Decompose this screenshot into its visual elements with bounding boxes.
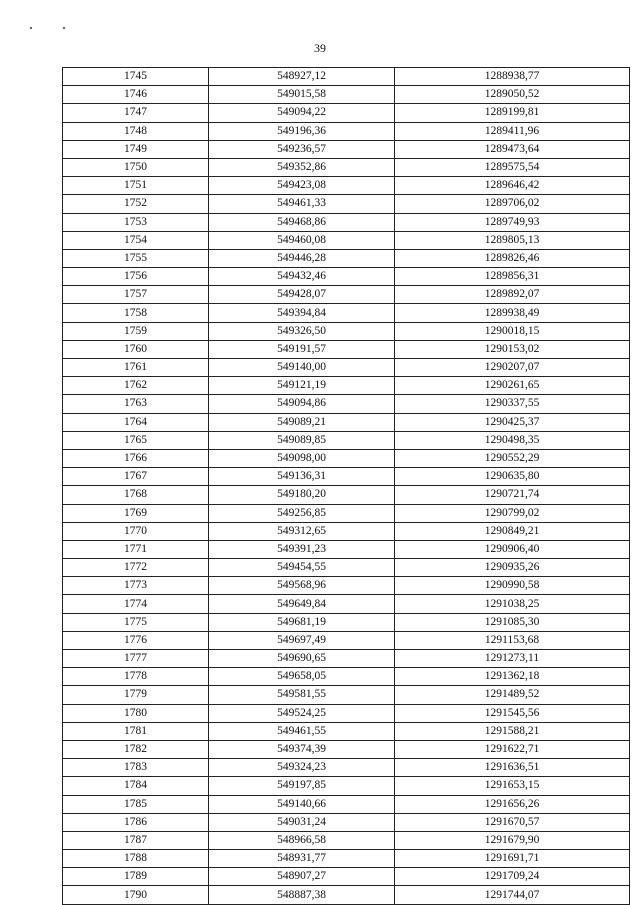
y-coordinate-cell: 1291679,90: [395, 831, 630, 849]
point-number-cell: 1777: [63, 650, 209, 668]
table-row: [63, 68, 630, 86]
point-number-cell: 1785: [63, 795, 209, 813]
x-coordinate-cell: 549352,86: [209, 158, 395, 176]
y-coordinate-cell: 1291653,15: [395, 777, 630, 795]
y-coordinate-cell: 1291636,51: [395, 759, 630, 777]
x-coordinate-cell: 548927,12: [209, 68, 395, 86]
y-coordinate-cell: 1289646,42: [395, 177, 630, 195]
x-coordinate-cell: 549256,85: [209, 504, 395, 522]
x-coordinate-cell: 549236,57: [209, 140, 395, 158]
x-coordinate-cell: 549681,19: [209, 613, 395, 631]
y-coordinate-cell: 1290018,15: [395, 322, 630, 340]
x-coordinate-cell: 549140,00: [209, 359, 395, 377]
y-coordinate-cell: 1291153,68: [395, 631, 630, 649]
table-row: [63, 468, 630, 486]
point-number-cell: 1749: [63, 140, 209, 158]
table-row: [63, 631, 630, 649]
y-coordinate-cell: 1289473,64: [395, 140, 630, 158]
point-number-cell: 1790: [63, 886, 209, 904]
table-row: [63, 304, 630, 322]
point-number-cell: 1782: [63, 740, 209, 758]
table-row: [63, 413, 630, 431]
x-coordinate-cell: 549094,22: [209, 104, 395, 122]
y-coordinate-cell: 1289706,02: [395, 195, 630, 213]
x-coordinate-cell: 549094,86: [209, 395, 395, 413]
point-number-cell: 1751: [63, 177, 209, 195]
point-number-cell: 1759: [63, 322, 209, 340]
point-number-cell: 1780: [63, 704, 209, 722]
point-number-cell: 1753: [63, 213, 209, 231]
table-row: [63, 104, 630, 122]
y-coordinate-cell: 1289411,96: [395, 122, 630, 140]
y-coordinate-cell: 1290153,02: [395, 340, 630, 358]
point-number-cell: 1772: [63, 559, 209, 577]
x-coordinate-cell: 549461,33: [209, 195, 395, 213]
table-row: [63, 158, 630, 176]
y-coordinate-cell: 1291709,24: [395, 868, 630, 886]
point-number-cell: 1769: [63, 504, 209, 522]
y-coordinate-cell: 1291545,56: [395, 704, 630, 722]
y-coordinate-cell: 1290935,26: [395, 559, 630, 577]
x-coordinate-cell: 549098,00: [209, 449, 395, 467]
y-coordinate-cell: 1291273,11: [395, 650, 630, 668]
point-number-cell: 1773: [63, 577, 209, 595]
y-coordinate-cell: 1289805,13: [395, 231, 630, 249]
table-row: [63, 868, 630, 886]
table-row: [63, 759, 630, 777]
x-coordinate-cell: 549568,96: [209, 577, 395, 595]
y-coordinate-cell: 1290425,37: [395, 413, 630, 431]
point-number-cell: 1779: [63, 686, 209, 704]
table-row: [63, 140, 630, 158]
table-row: [63, 740, 630, 758]
x-coordinate-cell: 549121,19: [209, 377, 395, 395]
point-number-cell: 1776: [63, 631, 209, 649]
point-number-cell: 1764: [63, 413, 209, 431]
table-row: [63, 813, 630, 831]
table-row: [63, 540, 630, 558]
point-number-cell: 1752: [63, 195, 209, 213]
point-number-cell: 1745: [63, 68, 209, 86]
coordinates-table-body: [63, 68, 630, 905]
y-coordinate-cell: 1291622,71: [395, 740, 630, 758]
y-coordinate-cell: 1290906,40: [395, 540, 630, 558]
x-coordinate-cell: 549191,57: [209, 340, 395, 358]
x-coordinate-cell: 549446,28: [209, 249, 395, 267]
x-coordinate-cell: 549649,84: [209, 595, 395, 613]
y-coordinate-cell: 1291691,71: [395, 850, 630, 868]
y-coordinate-cell: 1290990,58: [395, 577, 630, 595]
x-coordinate-cell: 549391,23: [209, 540, 395, 558]
point-number-cell: 1778: [63, 668, 209, 686]
x-coordinate-cell: 549136,31: [209, 468, 395, 486]
point-number-cell: 1786: [63, 813, 209, 831]
y-coordinate-cell: 1290721,74: [395, 486, 630, 504]
x-coordinate-cell: 548931,77: [209, 850, 395, 868]
point-number-cell: 1755: [63, 249, 209, 267]
x-coordinate-cell: 549524,25: [209, 704, 395, 722]
table-row: [63, 613, 630, 631]
x-coordinate-cell: 549326,50: [209, 322, 395, 340]
table-row: [63, 668, 630, 686]
point-number-cell: 1750: [63, 158, 209, 176]
point-number-cell: 1788: [63, 850, 209, 868]
y-coordinate-cell: 1290635,80: [395, 468, 630, 486]
table-row: [63, 177, 630, 195]
point-number-cell: 1768: [63, 486, 209, 504]
y-coordinate-cell: 1291670,57: [395, 813, 630, 831]
y-coordinate-cell: 1291489,52: [395, 686, 630, 704]
point-number-cell: 1765: [63, 431, 209, 449]
point-number-cell: 1781: [63, 722, 209, 740]
y-coordinate-cell: 1291038,25: [395, 595, 630, 613]
x-coordinate-cell: 548966,58: [209, 831, 395, 849]
y-coordinate-cell: 1289938,49: [395, 304, 630, 322]
point-number-cell: 1746: [63, 86, 209, 104]
coordinates-table: [62, 67, 630, 905]
x-coordinate-cell: 549089,21: [209, 413, 395, 431]
x-coordinate-cell: 549015,58: [209, 86, 395, 104]
table-row: [63, 395, 630, 413]
table-row: [63, 122, 630, 140]
table-row: [63, 231, 630, 249]
table-row: [63, 595, 630, 613]
table-row: [63, 686, 630, 704]
x-coordinate-cell: 549196,36: [209, 122, 395, 140]
x-coordinate-cell: 549089,85: [209, 431, 395, 449]
point-number-cell: 1771: [63, 540, 209, 558]
scan-mark: [30, 27, 32, 29]
table-row: [63, 195, 630, 213]
y-coordinate-cell: 1290552,29: [395, 449, 630, 467]
y-coordinate-cell: 1291744,07: [395, 886, 630, 904]
x-coordinate-cell: 549658,05: [209, 668, 395, 686]
table-row: [63, 777, 630, 795]
point-number-cell: 1775: [63, 613, 209, 631]
point-number-cell: 1763: [63, 395, 209, 413]
y-coordinate-cell: 1290799,02: [395, 504, 630, 522]
y-coordinate-cell: 1289050,52: [395, 86, 630, 104]
point-number-cell: 1789: [63, 868, 209, 886]
table-row: [63, 268, 630, 286]
x-coordinate-cell: 549423,08: [209, 177, 395, 195]
x-coordinate-cell: 549581,55: [209, 686, 395, 704]
point-number-cell: 1748: [63, 122, 209, 140]
table-row: [63, 86, 630, 104]
table-row: [63, 831, 630, 849]
table-row: [63, 850, 630, 868]
page-number: 39: [314, 41, 326, 55]
x-coordinate-cell: 549197,85: [209, 777, 395, 795]
y-coordinate-cell: 1289575,54: [395, 158, 630, 176]
y-coordinate-cell: 1288938,77: [395, 68, 630, 86]
table-row: [63, 704, 630, 722]
x-coordinate-cell: 549432,46: [209, 268, 395, 286]
x-coordinate-cell: 549180,20: [209, 486, 395, 504]
x-coordinate-cell: 549312,65: [209, 522, 395, 540]
x-coordinate-cell: 549468,86: [209, 213, 395, 231]
x-coordinate-cell: 549031,24: [209, 813, 395, 831]
x-coordinate-cell: 549460,08: [209, 231, 395, 249]
table-row: [63, 522, 630, 540]
table-row: [63, 322, 630, 340]
point-number-cell: 1767: [63, 468, 209, 486]
x-coordinate-cell: 549324,23: [209, 759, 395, 777]
point-number-cell: 1787: [63, 831, 209, 849]
table-row: [63, 377, 630, 395]
point-number-cell: 1783: [63, 759, 209, 777]
table-row: [63, 650, 630, 668]
table-row: [63, 213, 630, 231]
y-coordinate-cell: 1290849,21: [395, 522, 630, 540]
y-coordinate-cell: 1289199,81: [395, 104, 630, 122]
table-row: [63, 449, 630, 467]
table-row: [63, 359, 630, 377]
scan-mark: [63, 27, 65, 29]
x-coordinate-cell: 548907,27: [209, 868, 395, 886]
point-number-cell: 1761: [63, 359, 209, 377]
point-number-cell: 1760: [63, 340, 209, 358]
table-row: [63, 577, 630, 595]
y-coordinate-cell: 1289856,31: [395, 268, 630, 286]
x-coordinate-cell: 549697,49: [209, 631, 395, 649]
y-coordinate-cell: 1289826,46: [395, 249, 630, 267]
y-coordinate-cell: 1290207,07: [395, 359, 630, 377]
x-coordinate-cell: 549461,55: [209, 722, 395, 740]
point-number-cell: 1762: [63, 377, 209, 395]
table-row: [63, 286, 630, 304]
point-number-cell: 1758: [63, 304, 209, 322]
y-coordinate-cell: 1289749,93: [395, 213, 630, 231]
x-coordinate-cell: 549374,39: [209, 740, 395, 758]
table-row: [63, 722, 630, 740]
y-coordinate-cell: 1291656,26: [395, 795, 630, 813]
point-number-cell: 1774: [63, 595, 209, 613]
y-coordinate-cell: 1290261,65: [395, 377, 630, 395]
x-coordinate-cell: 549428,07: [209, 286, 395, 304]
point-number-cell: 1756: [63, 268, 209, 286]
x-coordinate-cell: 549690,65: [209, 650, 395, 668]
table-row: [63, 340, 630, 358]
y-coordinate-cell: 1290337,55: [395, 395, 630, 413]
x-coordinate-cell: 549140,66: [209, 795, 395, 813]
y-coordinate-cell: 1291085,30: [395, 613, 630, 631]
y-coordinate-cell: 1291588,21: [395, 722, 630, 740]
point-number-cell: 1770: [63, 522, 209, 540]
table-row: [63, 795, 630, 813]
y-coordinate-cell: 1289892,07: [395, 286, 630, 304]
y-coordinate-cell: 1291362,18: [395, 668, 630, 686]
y-coordinate-cell: 1290498,35: [395, 431, 630, 449]
point-number-cell: 1754: [63, 231, 209, 249]
table-row: [63, 249, 630, 267]
point-number-cell: 1784: [63, 777, 209, 795]
table-row: [63, 486, 630, 504]
table-row: [63, 504, 630, 522]
table-row: [63, 559, 630, 577]
table-row: [63, 886, 630, 904]
table-row: [63, 431, 630, 449]
x-coordinate-cell: 549454,55: [209, 559, 395, 577]
point-number-cell: 1766: [63, 449, 209, 467]
point-number-cell: 1757: [63, 286, 209, 304]
x-coordinate-cell: 548887,38: [209, 886, 395, 904]
x-coordinate-cell: 549394,84: [209, 304, 395, 322]
point-number-cell: 1747: [63, 104, 209, 122]
